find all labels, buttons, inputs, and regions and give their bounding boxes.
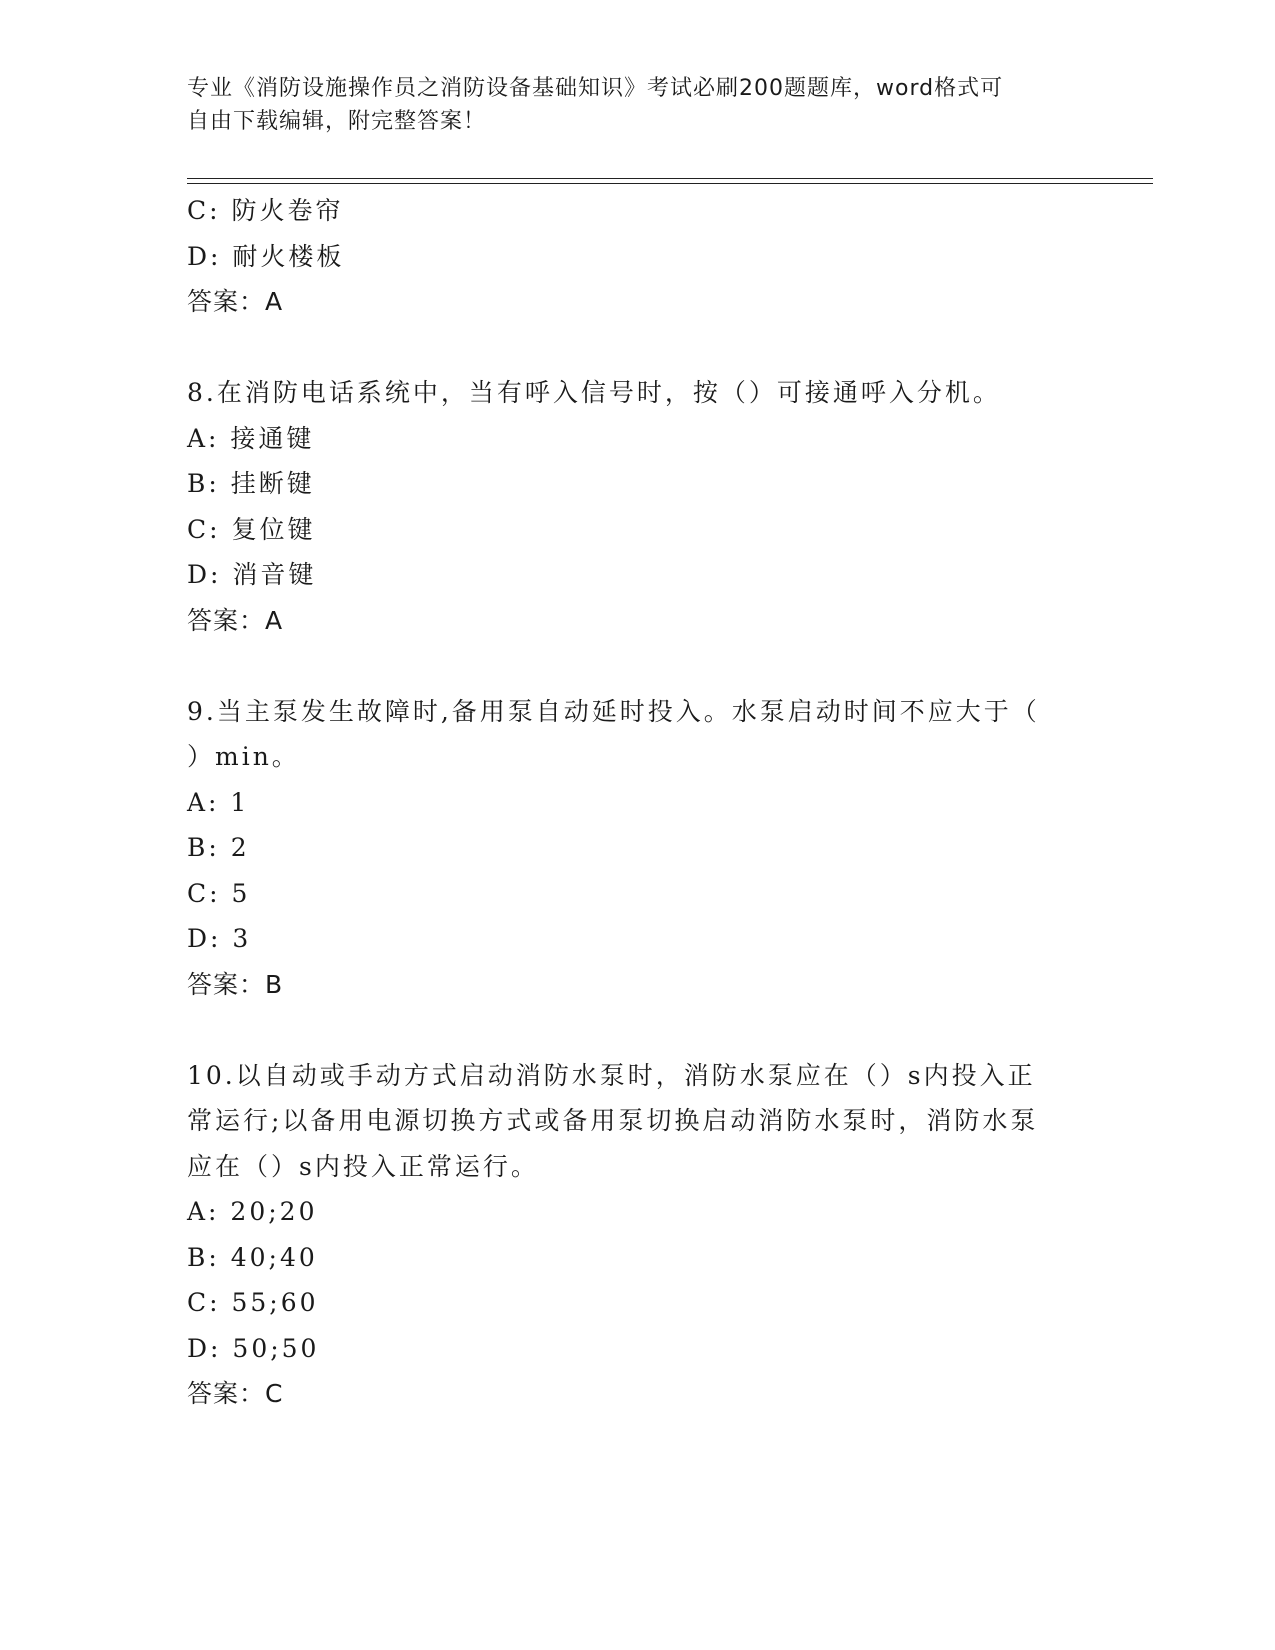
option-a: A: 1 — [187, 787, 250, 817]
question-stem-line-2: 常运行;以备用电源切换方式或备用泵切换启动消防水泵时，消防水泵 — [187, 1106, 1039, 1135]
option-c: C: 5 — [187, 878, 251, 908]
answer-label: 答案：B — [187, 969, 284, 999]
document-header — [187, 72, 1087, 138]
header-divider-top — [187, 178, 1153, 179]
option-d: D: 50;50 — [187, 1333, 320, 1363]
answer-label: 答案：C — [187, 1379, 284, 1408]
header-line-2: 自由下载编辑，附完整答案！ — [187, 109, 487, 134]
option-c: C: 复位键 — [187, 514, 316, 544]
question-block-9 — [187, 689, 1087, 1008]
option-d: D: 耐火楼板 — [187, 241, 345, 271]
question-block-7 — [187, 188, 1087, 325]
answer-label: 答案：A — [187, 605, 284, 635]
option-d: D: 消音键 — [187, 560, 317, 589]
header-divider-bottom — [187, 183, 1153, 184]
question-stem-line-1: 9.当主泵发生故障时,备用泵自动延时投入。水泵启动时间不应大于（ — [187, 696, 1040, 726]
option-d: D: 3 — [187, 924, 252, 953]
spacer — [187, 325, 1087, 371]
header-line-1: 专业《消防设施操作员之消防设备基础知识》考试必刷200题题库，word格式可 — [187, 76, 1004, 101]
question-stem-line-3: 应在（）s内投入正常运行。 — [187, 1151, 539, 1181]
option-a: A: 接通键 — [187, 423, 315, 453]
spacer — [187, 643, 1087, 689]
option-a: A: 20;20 — [187, 1197, 318, 1226]
option-b: B: 40;40 — [187, 1242, 318, 1272]
question-block-8 — [187, 370, 1087, 643]
answer-label: 答案：A — [187, 287, 284, 316]
spacer — [187, 1007, 1087, 1053]
option-c: C: 防火卷帘 — [187, 196, 344, 225]
option-c: C: 55;60 — [187, 1288, 319, 1317]
option-b: B: 挂断键 — [187, 469, 315, 498]
question-block-10 — [187, 1053, 1087, 1417]
option-b: B: 2 — [187, 833, 250, 862]
question-stem-line-2: ）min。 — [187, 742, 300, 771]
question-stem-line-1: 10.以自动或手动方式启动消防水泵时，消防水泵应在（）s内投入正 — [187, 1060, 1036, 1090]
question-stem: 8.在消防电话系统中，当有呼入信号时，按（）可接通呼入分机。 — [187, 378, 1001, 407]
question-list — [187, 188, 1087, 1417]
